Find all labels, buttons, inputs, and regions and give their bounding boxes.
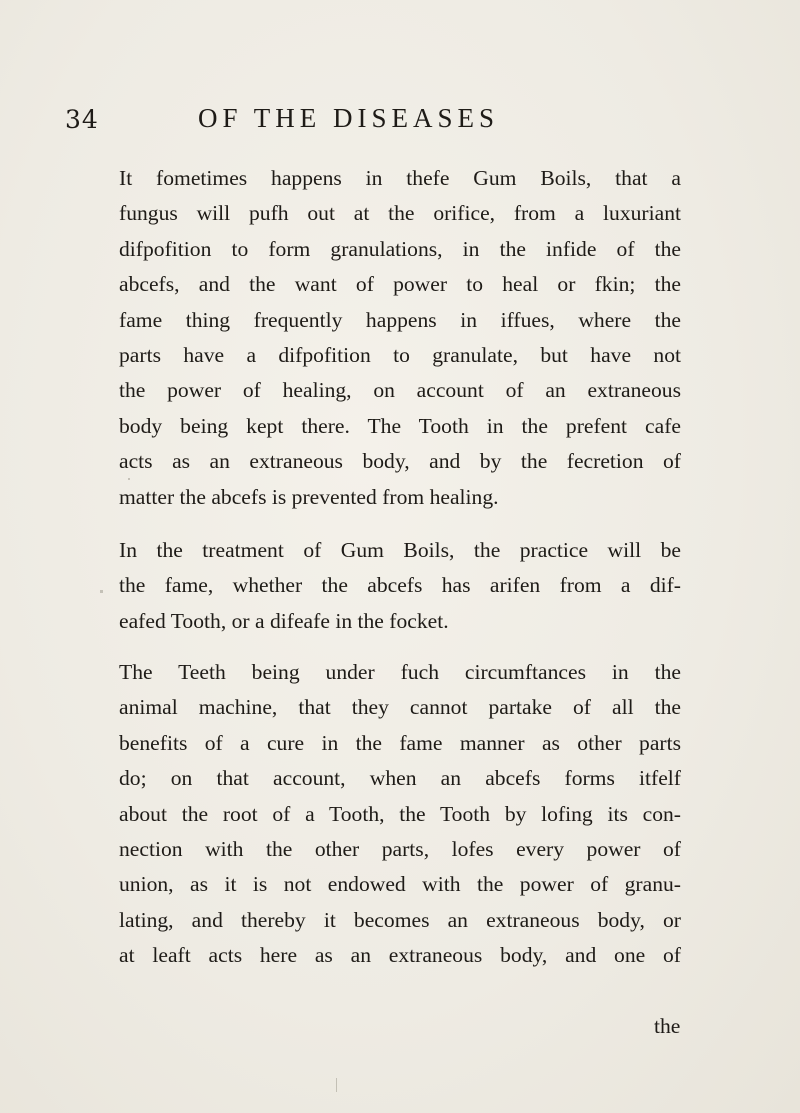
text-line: at leaft acts here as an extraneous body, and one of (119, 943, 681, 968)
text-line: matter the abcefs is prevented from healing. (119, 484, 499, 509)
paragraph-1 (119, 161, 681, 515)
text-line: fungus will pufh out at the orifice, from a luxuriant (119, 201, 681, 226)
paper-speck (336, 1078, 337, 1092)
text-line: abcefs, and the want of power to heal or fkin; the (119, 272, 681, 297)
text-line: The Teeth being under fuch circumftances in the (119, 660, 681, 684)
page-number: 34 (65, 105, 99, 134)
text-line: benefits of a cure in the fame manner as other parts (119, 730, 681, 755)
running-head: OF THE DISEASES (198, 103, 500, 133)
page-header (0, 103, 800, 143)
text-line: about the root of a Tooth, the Tooth by lofing its con- (119, 801, 681, 826)
text-line: animal machine, that they cannot partake of all the (119, 695, 681, 720)
text-line: body being kept there. The Tooth in the prefent cafe (119, 413, 681, 438)
text-line: It fometimes happens in thefe Gum Boils, that a (119, 166, 681, 190)
text-line: do; on that account, when an abcefs forms itfelf (119, 766, 681, 791)
text-line: parts have a difpofition to granulate, but have not (119, 342, 681, 367)
text-line: nection with the other parts, lofes every power of (119, 836, 681, 861)
text-line: difpofition to form granulations, in the infide of the (119, 236, 681, 261)
text-line: In the treatment of Gum Boils, the practice will be (119, 538, 681, 562)
text-line: fame thing frequently happens in iffues, where the (119, 307, 681, 332)
text-line: the power of healing, on account of an extraneous (119, 378, 681, 403)
text-line: lating, and thereby it becomes an extraneous body, or (119, 907, 681, 932)
paper-speck (100, 590, 103, 593)
text-line: union, as it is not endowed with the power of granu- (119, 872, 681, 897)
text-line: the fame, whether the abcefs has arifen from a dif- (119, 573, 681, 598)
text-line: acts as an extraneous body, and by the fecretion of (119, 449, 681, 474)
text-line: eafed Tooth, or a difeafe in the focket. (119, 608, 449, 633)
paragraph-3 (119, 655, 681, 974)
paragraph-2 (119, 533, 681, 639)
catchword: the (654, 1014, 681, 1038)
paper-speck (128, 478, 130, 480)
